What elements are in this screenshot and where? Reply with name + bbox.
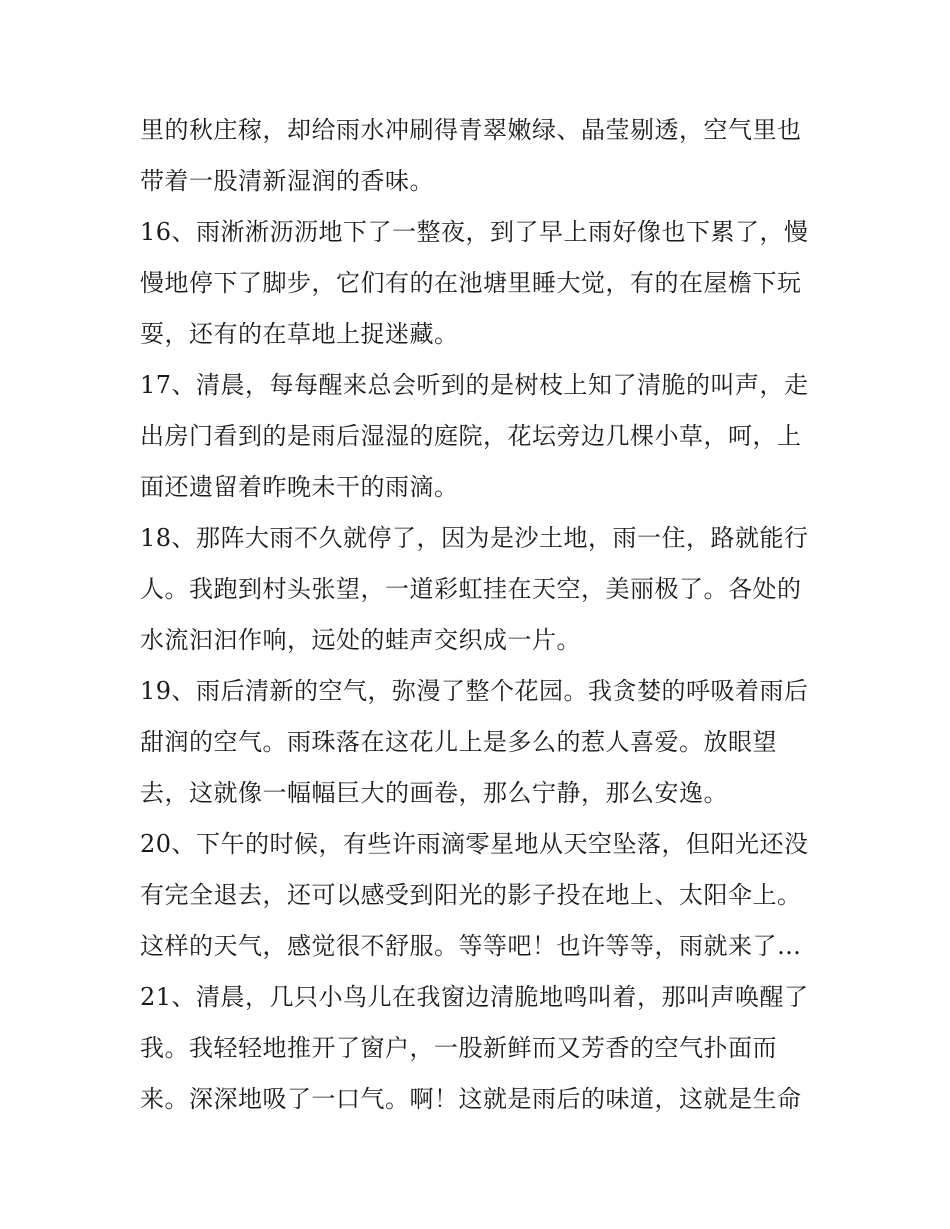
text-line: 面还遗留着昨晚未干的雨滴。	[140, 473, 459, 501]
text-line: 人。我跑到村头张望，一道彩虹挂在天空，美丽极了。各处的	[140, 575, 802, 603]
text-line: 16、雨淅淅沥沥地下了一整夜，到了早上雨好像也下累了，慢	[140, 218, 809, 246]
text-line: 水流汩汩作响，远处的蛙声交织成一片。	[140, 626, 581, 654]
text-line: 20、下午的时候，有些许雨滴零星地从天空坠落，但阳光还没	[140, 830, 809, 858]
text-line: 17、清晨，每每醒来总会听到的是树枝上知了清脆的叫声，走	[140, 371, 809, 399]
text-line: 里的秋庄稼，却给雨水冲刷得青翠嫩绿、晶莹剔透，空气里也	[140, 116, 802, 144]
text-line: 我。我轻轻地推开了窗户，一股新鲜而又芳香的空气扑面而	[140, 1034, 777, 1062]
text-line: 19、雨后清新的空气，弥漫了整个花园。我贪婪的呼吸着雨后	[140, 677, 809, 705]
text-line: 这样的天气，感觉很不舒服。等等吧！也许等等，雨就来了…	[140, 932, 802, 960]
text-line: 有完全退去，还可以感受到阳光的影子投在地上、太阳伞上。	[140, 881, 802, 909]
text-line: 21、清晨，几只小鸟儿在我窗边清脆地鸣叫着，那叫声唤醒了	[140, 983, 809, 1011]
text-line: 甜润的空气。雨珠落在这花儿上是多么的惹人喜爱。放眼望	[140, 728, 777, 756]
text-line: 慢地停下了脚步，它们有的在池塘里睡大觉，有的在屋檐下玩	[140, 269, 802, 297]
text-line: 18、那阵大雨不久就停了，因为是沙土地，雨一住，路就能行	[140, 524, 809, 552]
text-line: 耍，还有的在草地上捉迷藏。	[140, 320, 459, 348]
text-line: 出房门看到的是雨后湿湿的庭院，花坛旁边几棵小草，呵，上	[140, 422, 802, 450]
text-line: 带着一股清新湿润的香味。	[140, 167, 434, 195]
text-line: 来。深深地吸了一口气。啊！这就是雨后的味道，这就是生命	[140, 1085, 802, 1113]
document-body	[140, 105, 820, 1125]
text-line: 去，这就像一幅幅巨大的画卷，那么宁静，那么安逸。	[140, 779, 728, 807]
